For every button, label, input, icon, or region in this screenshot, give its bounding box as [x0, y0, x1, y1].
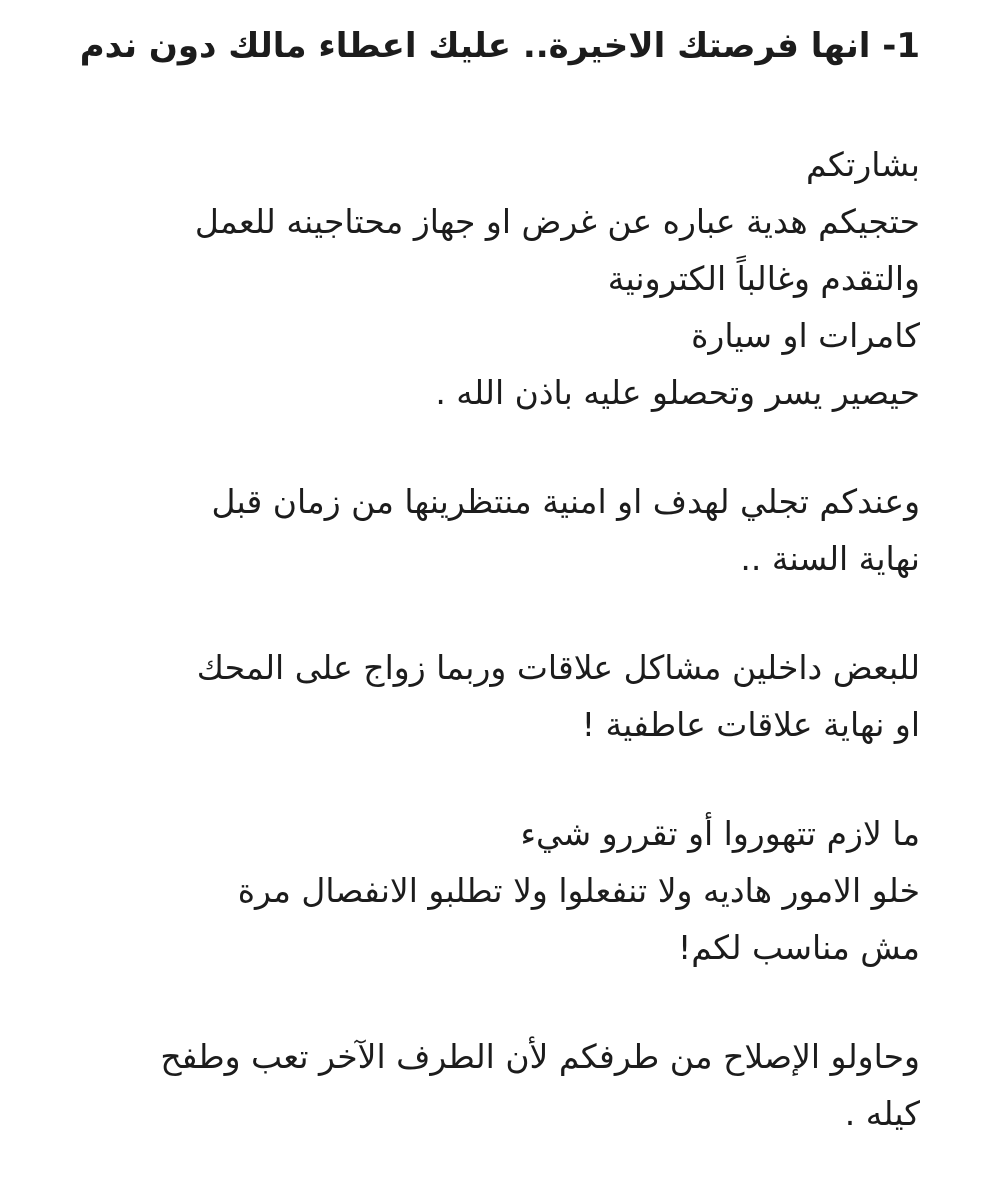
paragraph-advice — [40, 805, 920, 976]
text-line: بشارتكم — [806, 145, 920, 184]
text-line: نهاية السنة .. — [740, 539, 920, 578]
text-line: وحاولو الإصلاح من طرفكم لأن الطرف الآخر تعب وطفح — [160, 1037, 920, 1076]
text-line: خلو الامور هاديه ولا تنفعلوا ولا تطلبو الانفصال مرة — [237, 871, 920, 910]
paragraph-relationships — [40, 639, 920, 753]
paragraph-gift — [40, 136, 920, 421]
document-title: 1- انها فرصتك الاخيرة.. عليك اعطاء مالك دون ندم — [79, 26, 920, 66]
text-line: كامرات او سيارة — [691, 316, 920, 355]
text-line: ما لازم تتهوروا أو تقررو شيء — [520, 814, 920, 853]
text-line: للبعض داخلين مشاكل علاقات وربما زواج على المحك — [196, 648, 920, 687]
text-line: وعندكم تجلي لهدف او امنية منتظرينها من زمان قبل — [211, 482, 920, 521]
text-line: حتجيكم هدية عباره عن غرض او جهاز محتاجينه للعمل — [194, 202, 920, 241]
text-line: او نهاية علاقات عاطفية ! — [581, 705, 920, 744]
text-line: حيصير يسر وتحصلو عليه باذن الله . — [435, 373, 920, 412]
text-line: والتقدم وغالباً الكترونية — [607, 259, 920, 298]
text-line: مش مناسب لكم! — [678, 928, 920, 967]
paragraph-wish — [40, 473, 920, 587]
paragraph-reconcile — [40, 1028, 920, 1142]
text-line: كيله . — [844, 1094, 920, 1133]
